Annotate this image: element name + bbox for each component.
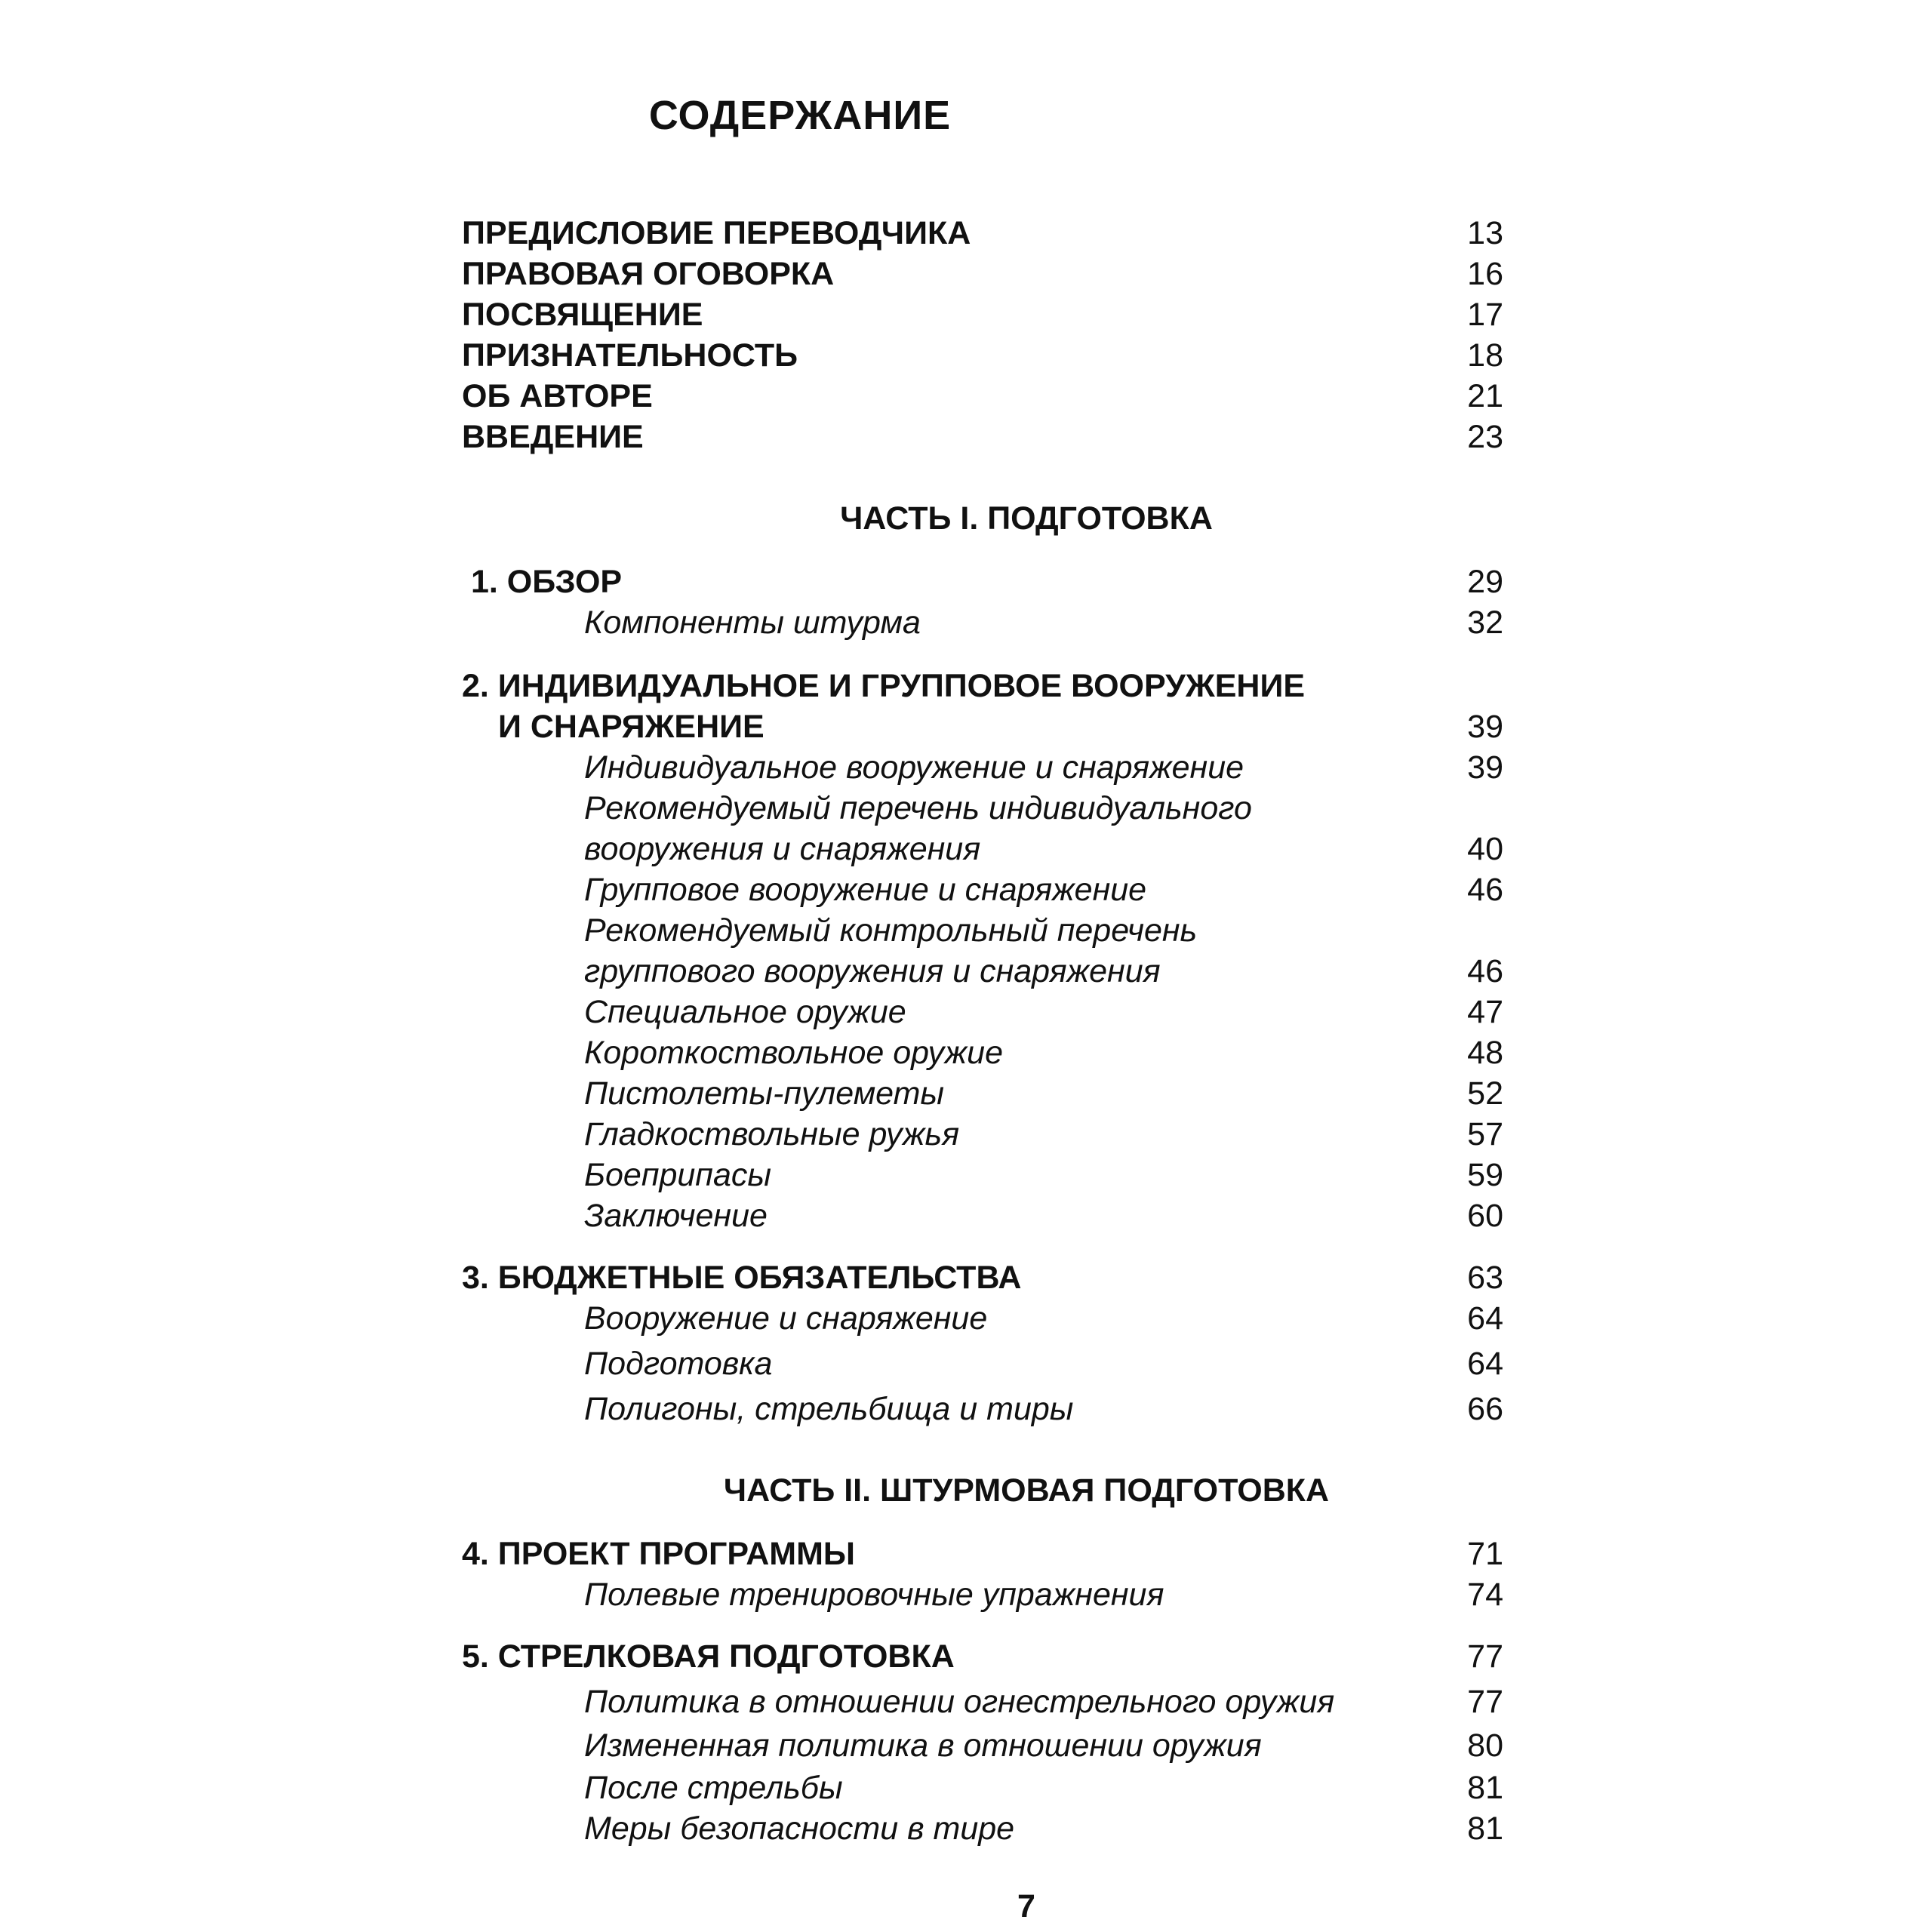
toc-subentry-page: 39 xyxy=(1467,749,1503,786)
toc-subentry xyxy=(462,1343,1503,1384)
toc-entry-page: 21 xyxy=(1467,378,1503,414)
toc-subentry xyxy=(462,1073,1503,1114)
toc-chapter-label: 3. БЮДЖЕТНЫЕ ОБЯЗАТЕЛЬСТВА xyxy=(462,1260,1022,1296)
toc-subentry-page: 46 xyxy=(1467,872,1503,908)
toc-subentry-page: 47 xyxy=(1467,994,1503,1030)
toc-subentry xyxy=(462,788,1503,829)
toc-entry xyxy=(462,335,1503,376)
toc-subentry-page: 57 xyxy=(1467,1116,1503,1152)
page-number: 7 xyxy=(1017,1888,1035,1924)
toc-subentry-label: Подготовка xyxy=(584,1346,773,1382)
toc-entry xyxy=(462,376,1503,417)
toc-chapter-page: 63 xyxy=(1467,1260,1503,1296)
toc-subentry-page: 48 xyxy=(1467,1035,1503,1071)
toc-chapter-page: 71 xyxy=(1467,1536,1503,1572)
toc-subentry-label: Индивидуальное вооружение и снаряжение xyxy=(584,749,1244,786)
toc-subentry xyxy=(462,1298,1503,1339)
toc-subentry-label: Рекомендуемый контрольный перечень xyxy=(584,912,1198,949)
toc-entry-page: 16 xyxy=(1467,256,1503,292)
toc-subentry-page: 81 xyxy=(1467,1810,1503,1847)
toc-entry-page: 13 xyxy=(1467,215,1503,251)
toc-subentry-page: 64 xyxy=(1467,1346,1503,1382)
toc-subentry-label: Полигоны, стрельбища и тиры xyxy=(584,1391,1074,1427)
toc-subentry-label: вооружения и снаряжения xyxy=(584,831,981,867)
toc-subentry xyxy=(462,1767,1503,1808)
toc-entry-label: ОБ АВТОРЕ xyxy=(462,378,653,414)
toc-entry xyxy=(462,294,1503,335)
toc-subentry xyxy=(462,1574,1503,1615)
toc-subentry-page: 59 xyxy=(1467,1157,1503,1193)
toc-subentry-page: 60 xyxy=(1467,1198,1503,1234)
toc-subentry-label: Вооружение и снаряжение xyxy=(584,1300,988,1337)
toc-subentry-label: После стрельбы xyxy=(584,1770,843,1806)
toc-chapter xyxy=(462,666,1503,706)
toc-subentry-label: Специальное оружие xyxy=(584,994,906,1030)
toc-subentry-label: Групповое вооружение и снаряжение xyxy=(584,872,1147,908)
toc-subentry-page: 52 xyxy=(1467,1075,1503,1112)
toc-entry-page: 18 xyxy=(1467,337,1503,374)
toc-subentry-label: Политика в отношении огнестрельного оружия xyxy=(584,1684,1335,1720)
toc-subentry-label: Меры безопасности в тире xyxy=(584,1810,1015,1847)
toc-entry-label: ПРИЗНАТЕЛЬНОСТЬ xyxy=(462,337,798,374)
toc-subentry-page: 46 xyxy=(1467,953,1503,989)
toc-entry xyxy=(462,254,1503,294)
toc-subentry xyxy=(462,602,1503,643)
toc-subentry xyxy=(462,1389,1503,1429)
toc-subentry xyxy=(462,1114,1503,1155)
toc-chapter xyxy=(462,1636,1503,1677)
toc-subentry xyxy=(462,1195,1503,1236)
part-heading: ЧАСТЬ II. ШТУРМОВАЯ ПОДГОТОВКА xyxy=(723,1472,1330,1509)
toc-chapter-page: 29 xyxy=(1467,564,1503,600)
toc-subentry xyxy=(462,910,1503,951)
toc-chapter xyxy=(462,1534,1503,1574)
part-heading: ЧАСТЬ I. ПОДГОТОВКА xyxy=(840,500,1213,537)
toc-subentry xyxy=(462,1808,1503,1849)
toc-subentry-label: Гладкоствольные ружья xyxy=(584,1116,960,1152)
toc-entry-label: ПРАВОВАЯ ОГОВОРКА xyxy=(462,256,835,292)
toc-chapter-label: 5. СТРЕЛКОВАЯ ПОДГОТОВКА xyxy=(462,1638,955,1675)
toc-subentry-label: Рекомендуемый перечень индивидуального xyxy=(584,790,1252,826)
toc-entry-label: ПОСВЯЩЕНИЕ xyxy=(462,297,703,333)
toc-chapter-label: 2. ИНДИВИДУАЛЬНОЕ И ГРУППОВОЕ ВООРУЖЕНИЕ xyxy=(462,668,1306,704)
toc-entry-page: 17 xyxy=(1467,297,1503,333)
toc-subentry-page: 66 xyxy=(1467,1391,1503,1427)
toc-subentry xyxy=(462,1681,1503,1722)
toc-subentry-page: 81 xyxy=(1467,1770,1503,1806)
toc-subentry-label: Пистолеты-пулеметы xyxy=(584,1075,945,1112)
toc-subentry xyxy=(462,829,1503,869)
toc-subentry-page: 74 xyxy=(1467,1577,1503,1613)
toc-entry-page: 23 xyxy=(1467,419,1503,455)
toc-subentry-label: Заключение xyxy=(584,1198,768,1234)
toc-chapter-label: 4. ПРОЕКТ ПРОГРАММЫ xyxy=(462,1536,856,1572)
toc-subentry-page: 80 xyxy=(1467,1727,1503,1764)
toc-subentry-label: Компоненты штурма xyxy=(584,605,921,641)
toc-subentry xyxy=(462,951,1503,992)
page-title: СОДЕРЖАНИЕ xyxy=(648,93,952,138)
toc-subentry xyxy=(462,869,1503,910)
toc-entry xyxy=(462,213,1503,254)
toc-subentry-label: Измененная политика в отношении оружия xyxy=(584,1727,1262,1764)
toc-chapter-page: 77 xyxy=(1467,1638,1503,1675)
toc-chapter-label: И СНАРЯЖЕНИЕ xyxy=(498,709,764,745)
toc-subentry xyxy=(462,992,1503,1032)
toc-subentry xyxy=(462,1155,1503,1195)
toc-chapter-cont xyxy=(462,706,1503,747)
toc-subentry xyxy=(462,1725,1503,1766)
toc-chapter xyxy=(462,561,1503,602)
toc-subentry-label: Боеприпасы xyxy=(584,1157,772,1193)
toc-chapter-label: 1. ОБЗОР xyxy=(471,564,623,600)
toc-subentry xyxy=(462,1032,1503,1073)
toc-chapter xyxy=(462,1257,1503,1298)
toc-subentry xyxy=(462,747,1503,788)
toc-subentry-label: Полевые тренировочные упражнения xyxy=(584,1577,1164,1613)
toc-subentry-page: 77 xyxy=(1467,1684,1503,1720)
toc-entry xyxy=(462,417,1503,457)
toc-subentry-label: группового вооружения и снаряжения xyxy=(584,953,1161,989)
toc-entry-label: ВВЕДЕНИЕ xyxy=(462,419,644,455)
toc-subentry-page: 32 xyxy=(1467,605,1503,641)
toc-subentry-page: 40 xyxy=(1467,831,1503,867)
toc-entry-label: ПРЕДИСЛОВИЕ ПЕРЕВОДЧИКА xyxy=(462,215,971,251)
toc-chapter-page: 39 xyxy=(1467,709,1503,745)
toc-subentry-page: 64 xyxy=(1467,1300,1503,1337)
toc-subentry-label: Короткоствольное оружие xyxy=(584,1035,1004,1071)
